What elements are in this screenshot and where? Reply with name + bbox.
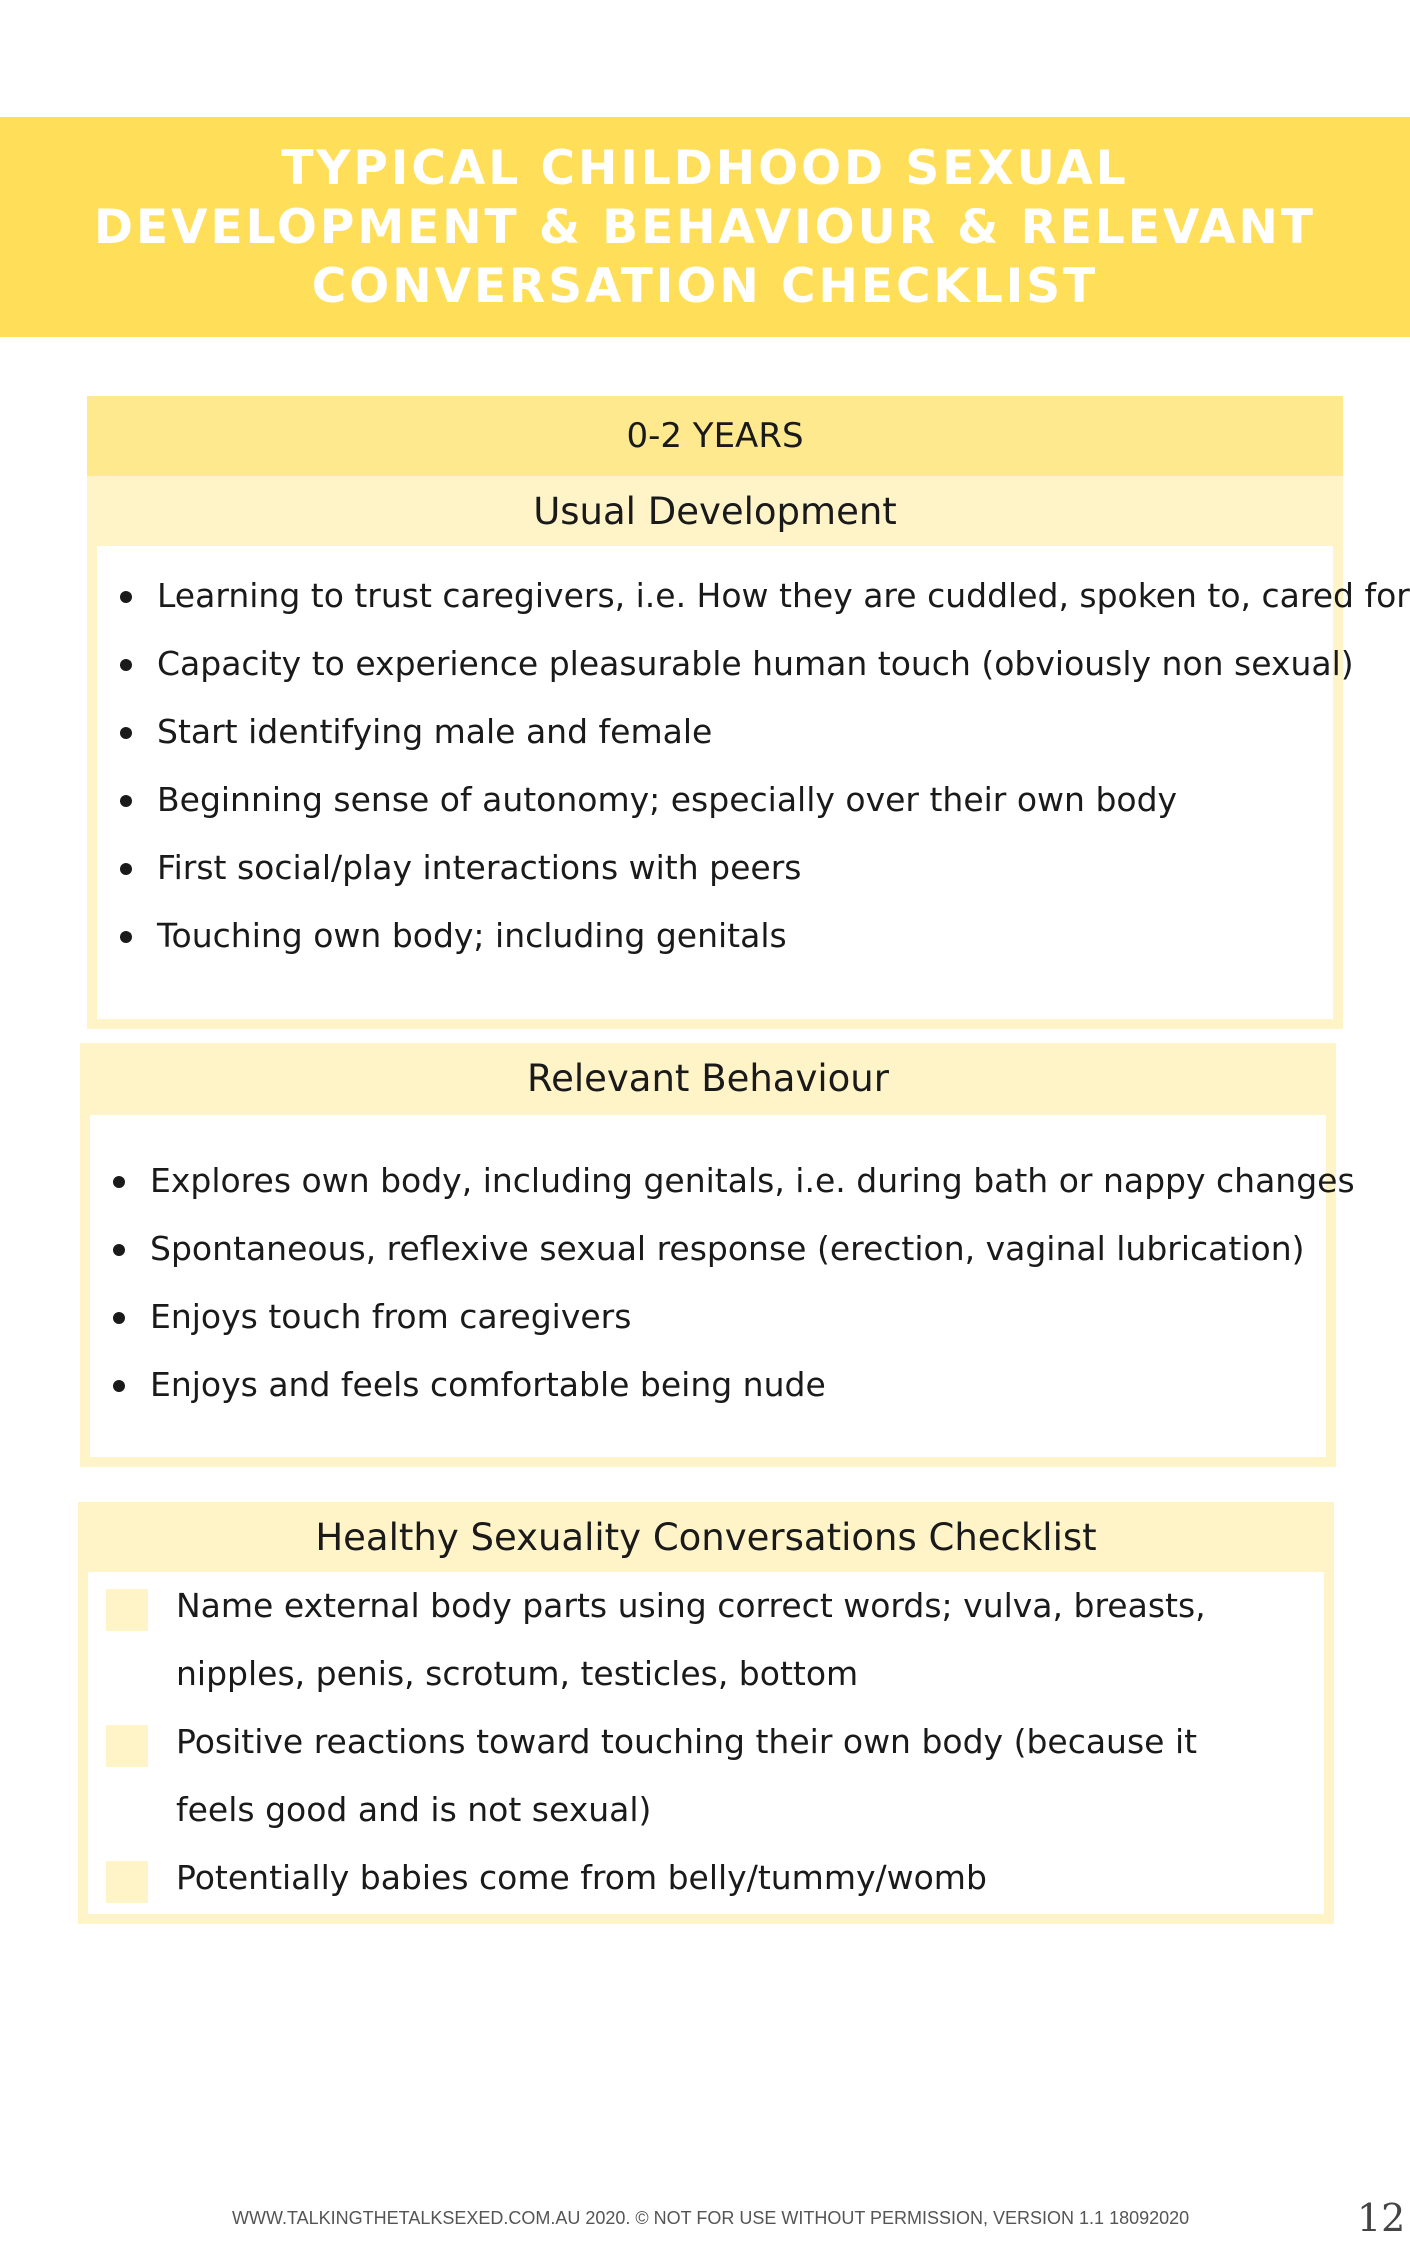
relevant-behaviour-heading: Relevant Behaviour [527, 1056, 889, 1100]
list-item-text: Beginning sense of autonomy; especially over their own body [157, 780, 1178, 819]
list-item-text: Start identifying male and female [157, 712, 713, 751]
checklist-item [88, 1844, 1324, 1912]
title-line: TYPICAL CHILDHOOD SEXUAL [281, 140, 1129, 196]
conversations-checklist-section [78, 1502, 1334, 1924]
bullet-icon [120, 795, 132, 807]
checklist-heading: Healthy Sexuality Conversations Checklist [315, 1515, 1097, 1559]
list-item [90, 1147, 1355, 1215]
bullet-icon [120, 727, 132, 739]
list-item [97, 766, 1333, 834]
checkbox[interactable] [106, 1589, 148, 1631]
list-item [97, 698, 1333, 766]
list-item-text: Enjoys and feels comfortable being nude [150, 1365, 826, 1404]
usual-development-heading: Usual Development [533, 489, 897, 533]
title-banner [0, 117, 1410, 337]
list-item [90, 1283, 1326, 1351]
list-item [90, 1215, 1326, 1283]
footer-copyright: WWW.TALKINGTHETALKSEXED.COM.AU 2020. © NOT FOR USE WITHOUT PERMISSION, VERSION 1.1 18092020 [232, 2208, 1190, 2228]
relevant-behaviour-section [80, 1043, 1355, 1467]
relevant-behaviour-list [90, 1147, 1355, 1419]
list-item-text: Explores own body, including genitals, i.e. during bath or nappy changes [150, 1161, 1355, 1200]
list-item-text: First social/play interactions with peers [157, 848, 802, 887]
checklist-item [88, 1708, 1324, 1844]
checklist-item-text: Name external body parts using correct words; vulva, breasts, nipples, penis, scrotum, testicles, bottom [176, 1586, 1206, 1693]
usual-development-panel [97, 546, 1410, 1019]
list-item-text: Enjoys touch from caregivers [150, 1297, 632, 1336]
checklist-item [88, 1572, 1324, 1708]
list-item-text: Capacity to experience pleasurable human touch (obviously non sexual) [157, 644, 1354, 683]
list-item [97, 562, 1410, 630]
list-item [97, 630, 1354, 698]
checklist-item-text: Potentially babies come from belly/tummy/womb [176, 1858, 987, 1897]
checkbox[interactable] [106, 1861, 148, 1903]
bullet-icon [113, 1176, 125, 1188]
list-item-text: Learning to trust caregivers, i.e. How they are cuddled, spoken to, cared for [157, 576, 1410, 615]
bullet-icon [120, 931, 132, 943]
list-item [97, 834, 1333, 902]
usual-development-list [97, 562, 1410, 970]
relevant-behaviour-panel [90, 1115, 1355, 1457]
bullet-icon [120, 863, 132, 875]
usual-development-section [87, 396, 1410, 1029]
list-item [90, 1351, 1326, 1419]
list-item-text: Spontaneous, reflexive sexual response (erection, vaginal lubrication) [150, 1229, 1305, 1268]
bullet-icon [113, 1244, 125, 1256]
checklist-panel [88, 1572, 1324, 1914]
title-line: DEVELOPMENT & BEHAVIOUR & RELEVANT [94, 199, 1316, 255]
bullet-icon [113, 1312, 125, 1324]
list-item-text: Touching own body; including genitals [157, 916, 787, 955]
checklist-item-text: Positive reactions toward touching their own body (because it feels good and is not sexual) [176, 1722, 1198, 1829]
title-line: CONVERSATION CHECKLIST [311, 258, 1099, 314]
bullet-icon [120, 659, 132, 671]
bullet-icon [120, 591, 132, 603]
bullet-icon [113, 1380, 125, 1392]
list-item [97, 902, 1333, 970]
checkbox[interactable] [106, 1725, 148, 1767]
page-number: 12 [1357, 2196, 1406, 2240]
age-group-heading: 0-2 YEARS [87, 396, 1343, 476]
checklist [88, 1572, 1324, 1912]
